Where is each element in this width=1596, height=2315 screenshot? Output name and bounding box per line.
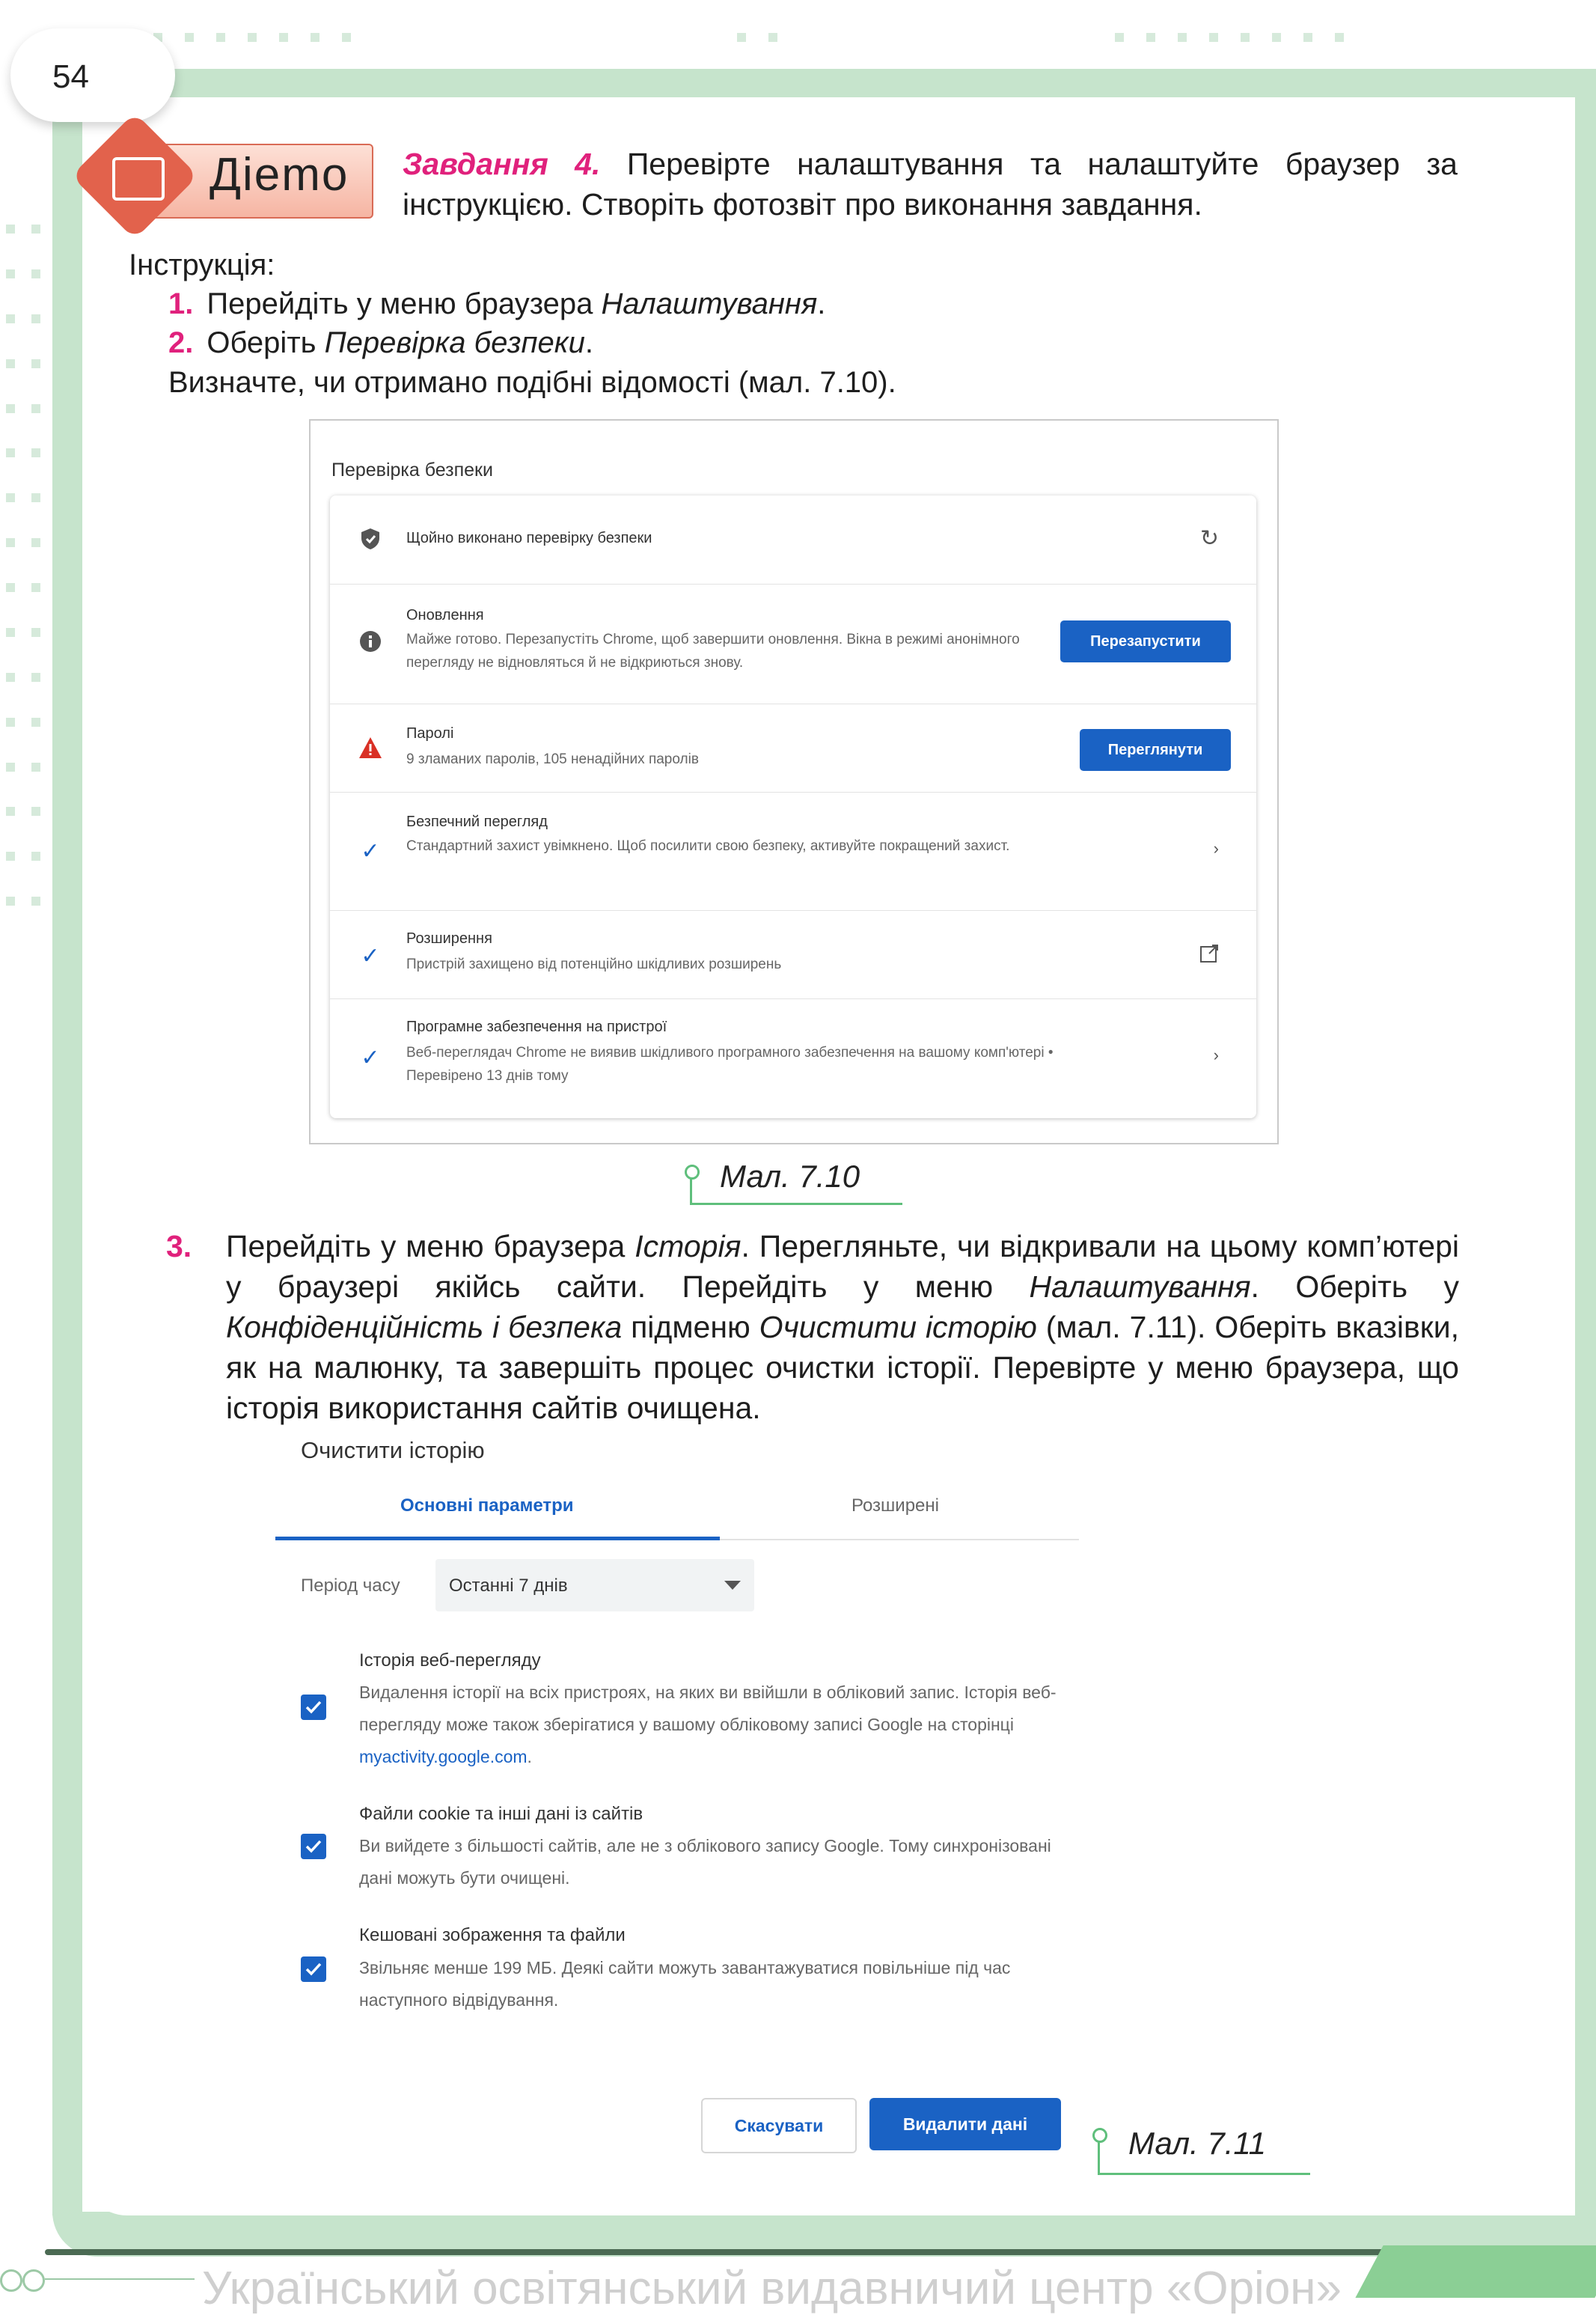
external-link-icon[interactable]	[1199, 944, 1219, 968]
step-emphasis: Налаштування	[601, 287, 818, 320]
decor-dots-top-middle	[737, 33, 777, 42]
cached-images-description: Звільняє менше 199 МБ. Деякі сайти можуть завантажуватися повільніше під час наступного відвідування.	[359, 1958, 1011, 2010]
check-icon: ✓	[361, 1045, 380, 1070]
cookies-title: Файли cookie та інші дані із сайтів	[359, 1804, 643, 1824]
step-3-text	[226, 1226, 1459, 1428]
instructions-heading: Інструкція:	[129, 248, 275, 281]
step-text: Оберіть	[207, 326, 325, 359]
footer-rule	[45, 2278, 195, 2280]
page-number-cloud	[10, 28, 175, 122]
check-icon: ✓	[361, 838, 380, 864]
description-text: Видалення історії на всіх пристроях, на яких ви ввійшли в обліковий запис. Історія веб-перегляду може також зберігатися у вашому обліковому записі Google на сторінці	[359, 1683, 1057, 1734]
step-text-end: .	[817, 287, 826, 320]
step-number: 3.	[166, 1229, 192, 1263]
description-end: .	[527, 1747, 532, 1766]
caption-underline	[1098, 2173, 1310, 2175]
instruction-step-2	[168, 323, 593, 362]
text-part: . Оберіть у	[1250, 1269, 1459, 1304]
text-part: Перейдіть у меню браузера	[226, 1229, 635, 1263]
browsing-history-description	[359, 1677, 1063, 1773]
delete-data-button[interactable]: Видалити дані	[869, 2098, 1061, 2150]
text-part: . Перегляньте, чи відкривали на цьому комп’ютері у браузері якійсь сайти. Перейдіть у меню	[226, 1229, 1459, 1304]
active-tab-indicator	[275, 1537, 720, 1540]
tab-divider	[720, 1539, 1079, 1540]
task-body: Перевірте налаштування та налаштуйте браузер за інструкцією. Створіть фотозвіт про виконання завдання.	[403, 147, 1458, 222]
header-green-bar	[112, 69, 1596, 97]
cached-images-title: Кешовані зображення та файли	[359, 1925, 626, 1945]
step-number: 2.	[168, 326, 194, 359]
left-page-edge	[52, 97, 82, 2215]
text-emphasis: Очистити історію	[759, 1310, 1037, 1344]
checkbox-cached-images[interactable]	[301, 1956, 326, 1982]
step-text-end: .	[584, 326, 593, 359]
browsing-history-title: Історія веб-перегляду	[359, 1650, 541, 1671]
figure-caption: Мал. 7.10	[720, 1159, 860, 1194]
row-title: Оновлення	[406, 607, 484, 623]
task-label: Завдання 4.	[403, 147, 601, 181]
right-page-edge	[1575, 69, 1596, 2247]
caption-pin-icon	[685, 1165, 700, 1180]
monitor-icon	[112, 157, 165, 201]
refresh-icon[interactable]: ↻	[1199, 526, 1219, 551]
tab-advanced[interactable]: Розширені	[851, 1495, 939, 1516]
decor-dots-top-left	[153, 33, 351, 42]
footer-dark-line	[45, 2249, 1596, 2255]
row-check-done	[330, 495, 1256, 584]
chevron-right-icon[interactable]: ›	[1213, 1046, 1219, 1064]
row-description: Стандартний захист увімкнено. Щоб посилити свою безпеку, активуйте покращений захист.	[406, 838, 1010, 854]
cookies-description: Ви вийдете з більшості сайтів, але не з облікового запису Google. Тому синхронізовані дані можуть бути очищені.	[359, 1836, 1051, 1888]
badge-label: Дiemo	[210, 149, 349, 201]
row-description: Веб-переглядач Chrome не виявив шкідливого програмного забезпечення на вашому комп'ютері • Перевірено 13 днів тому	[406, 1045, 1054, 1084]
cancel-button[interactable]: Скасувати	[701, 2098, 857, 2153]
shield-icon	[358, 527, 382, 551]
safety-check-panel	[330, 495, 1256, 1118]
myactivity-link[interactable]: myactivity.google.com	[359, 1747, 528, 1766]
tab-basic[interactable]: Основні параметри	[400, 1495, 574, 1516]
step-emphasis: Перевірка безпеки	[324, 326, 585, 359]
decor-dots-left	[6, 225, 48, 913]
instructions-note: Визначте, чи отримано подібні відомості (мал. 7.10).	[168, 366, 896, 399]
caption-pin-icon	[1092, 2128, 1107, 2143]
row-description: Пристрій захищено від потенційно шкідливих розширень	[406, 957, 782, 972]
step-number: 1.	[168, 287, 194, 320]
review-passwords-button[interactable]: Переглянути	[1080, 729, 1231, 771]
caption-pin-stem	[1098, 2141, 1100, 2174]
task-text	[403, 144, 1458, 225]
page-body	[82, 97, 1575, 2215]
checkbox-browsing-history[interactable]	[301, 1695, 326, 1720]
row-title: Безпечний перегляд	[406, 814, 548, 830]
dropdown-arrow-icon	[724, 1581, 741, 1590]
footer-ring-icon	[22, 2269, 45, 2292]
time-range-value: Останні 7 днів	[449, 1576, 568, 1596]
checkbox-cookies[interactable]	[301, 1834, 326, 1859]
text-emphasis: Налаштування	[1029, 1269, 1251, 1304]
instruction-step-1	[168, 284, 825, 323]
text-emphasis: Історія	[635, 1229, 742, 1263]
instruction-step-3	[166, 1226, 1459, 1428]
row-title: Щойно виконано перевірку безпеки	[406, 530, 652, 546]
caption-underline	[690, 1203, 902, 1205]
row-extensions[interactable]	[330, 910, 1256, 999]
chevron-right-icon[interactable]: ›	[1213, 839, 1219, 858]
check-icon: ✓	[361, 943, 380, 969]
text-part: підменю	[622, 1310, 759, 1344]
safety-check-title: Перевірка безпеки	[331, 460, 493, 481]
row-updates	[330, 584, 1256, 704]
text-part: (мал. 7.11). Оберіть вказівки, як на малюнку, та завершіть процес очистки історії. Перевірте у меню браузера, що історія використання сайтів очищена.	[226, 1310, 1459, 1425]
row-description: 9 зламаних паролів, 105 ненадійних паролів	[406, 751, 699, 767]
text-emphasis: Конфіденційність і безпека	[226, 1310, 623, 1344]
row-title: Програмне забезпечення на пристрої	[406, 1019, 667, 1035]
caption-pin-stem	[690, 1178, 692, 1204]
decor-dots-top-right	[1115, 33, 1344, 42]
row-title: Розширення	[406, 930, 492, 947]
restart-button[interactable]: Перезапустити	[1060, 620, 1231, 662]
warning-icon	[358, 736, 382, 760]
page-number: 54	[52, 58, 89, 95]
footer-green-wedge	[1355, 2245, 1596, 2298]
figure-caption: Мал. 7.11	[1128, 2126, 1266, 2161]
footer-ring-icon	[0, 2269, 22, 2292]
row-description: Майже готово. Перезапустіть Chrome, щоб завершити оновлення. Вікна в режимі анонімного перегляду не відновляться й не відкриються знову.	[406, 632, 1020, 671]
step-text: Перейдіть у меню браузера	[207, 287, 602, 320]
time-range-label: Період часу	[301, 1576, 400, 1596]
safety-check-screenshot	[309, 419, 1279, 1144]
row-device-software[interactable]	[330, 998, 1256, 1119]
clear-history-title: Очистити історію	[301, 1437, 485, 1463]
row-title: Паролі	[406, 725, 454, 742]
publisher-footer: Український освітянський видавничий центр «Оріон»	[202, 2263, 1342, 2314]
row-passwords	[330, 704, 1256, 793]
info-icon	[358, 629, 382, 653]
row-safe-browsing[interactable]	[330, 792, 1256, 911]
